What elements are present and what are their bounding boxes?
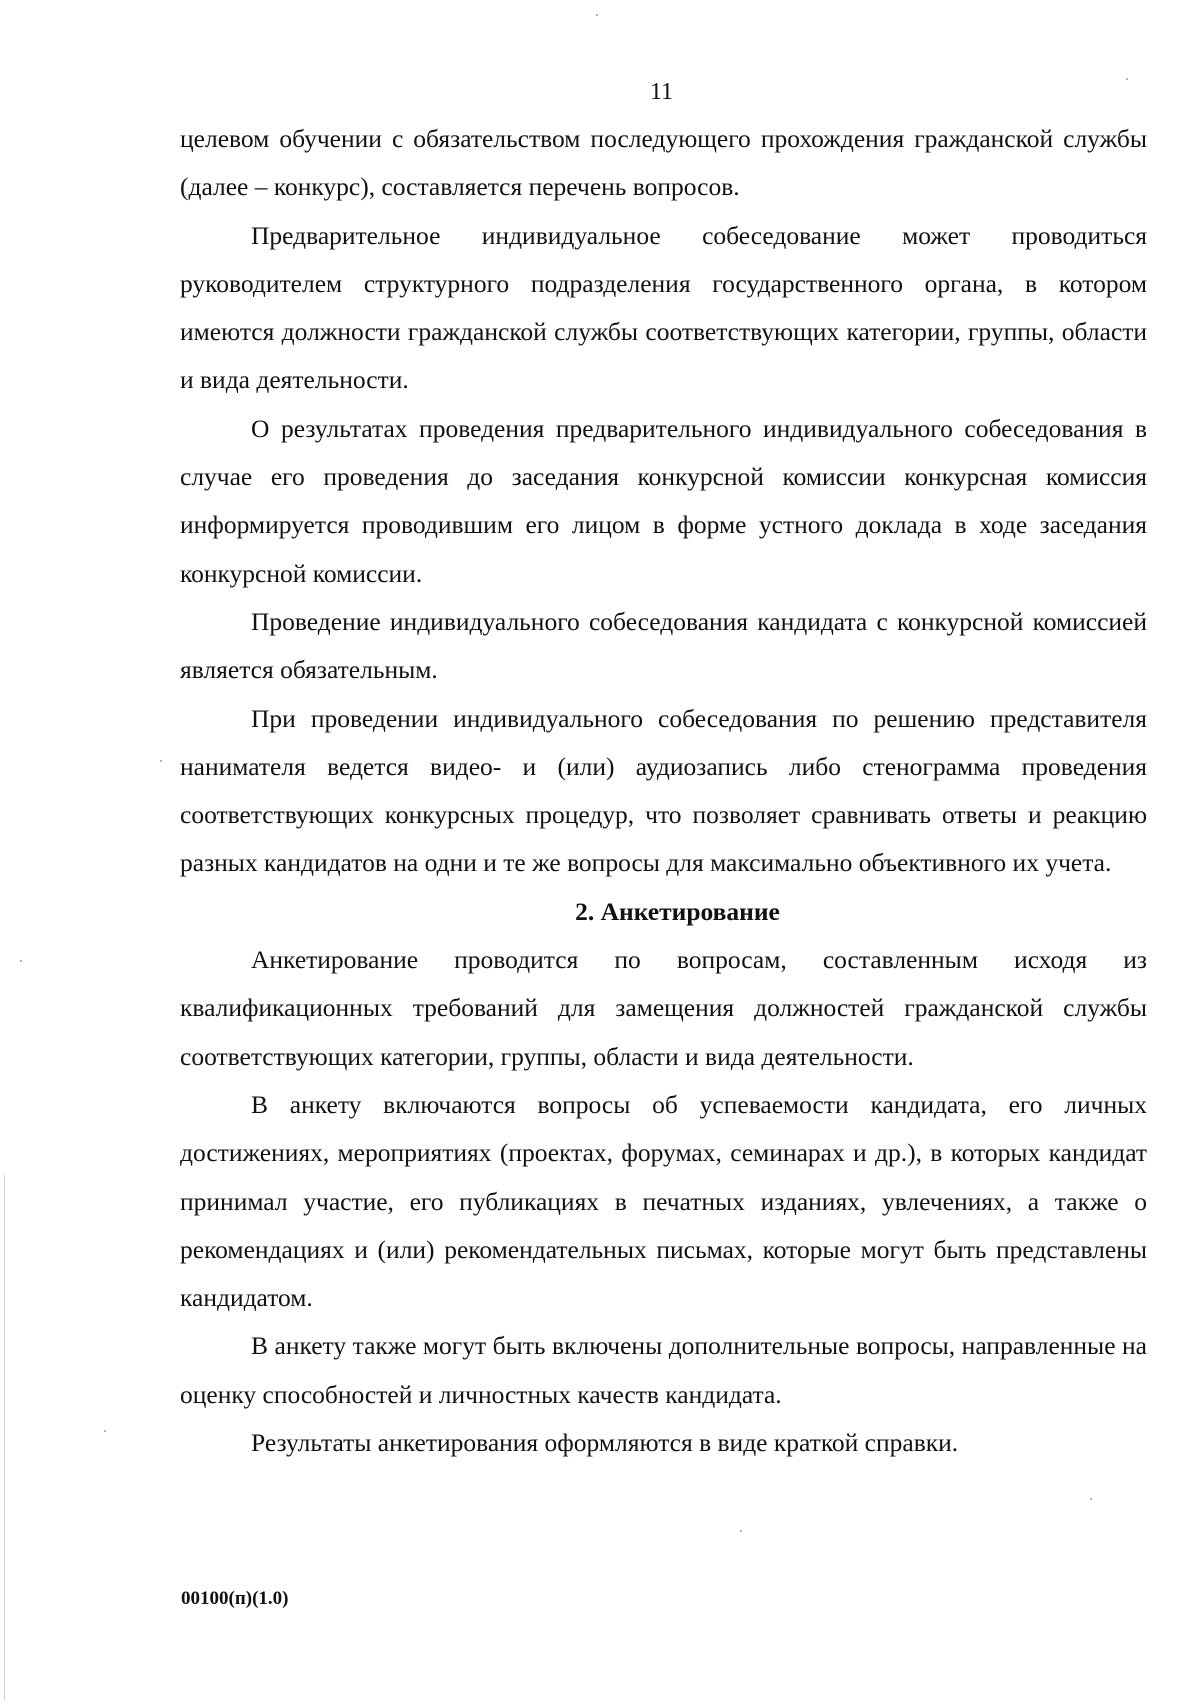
scan-speck [160, 760, 162, 762]
scan-speck [104, 1430, 106, 1432]
section-heading: 2. Анкетирование [575, 896, 780, 926]
paragraph: Предварительное индивидуальное собеседование может проводиться руководителем структурного подразделения государственного органа, в котором имеются должности гражданской службы соответствующих категории, группы, области и вида деятельности. [180, 220, 1147, 395]
paragraph: При проведении индивидуального собеседования по решению представителя нанимателя ведется видео- и (или) аудиозапись либо стенограмма проведения соответствующих конкурсных процедур, что позволяет сравнивать ответы и реакцию разных кандидатов на одни и те же вопросы для максимально объективного их учета. [180, 703, 1147, 878]
paragraph: Анкетирование проводится по вопросам, составленным исходя из квалификационных требований для замещения должностей гражданской службы соответствующих категории, группы, области и вида деятельности. [180, 945, 1147, 1071]
document-code: 00100(п)(1.0) [181, 1588, 289, 1609]
scan-speck [740, 1530, 742, 1532]
paragraph: В анкету включаются вопросы об успеваемости кандидата, его личных достижениях, мероприятиях (проектах, форумах, семинарах и др.), в которых кандидат принимал участие, его публикациях в печатных изданиях, увлечениях, а также о рекомендациях и (или) рекомендательных письмах, которые могут быть представлены кандидатом. [180, 1089, 1147, 1313]
paragraph: О результатах проведения предварительного индивидуального собеседования в случае его проведения до заседания конкурсной комиссии конкурсная комиссия информируется проводившим его лицом в форме устного доклада в ходе заседания конкурсной комиссии. [180, 413, 1147, 588]
scan-speck [20, 960, 22, 962]
scan-speck [596, 14, 598, 16]
scan-speck [1090, 1498, 1092, 1500]
paragraph: Результаты анкетирования оформляются в виде краткой справки. [251, 1428, 959, 1458]
paragraph: Проведение индивидуального собеседования кандидата с конкурсной комиссией является обязательным. [180, 606, 1147, 685]
scan-edge-line [4, 1175, 5, 1700]
paragraph-continuation: целевом обучении с обязательством последующего прохождения гражданской службы (далее – конкурс), составляется перечень вопросов. [180, 124, 1147, 202]
body-text [180, 115, 1147, 1467]
paragraph: В анкету также могут быть включены дополнительные вопросы, направленные на оценку способностей и личностных качеств кандидата. [180, 1331, 1147, 1409]
page-number: 11 [649, 79, 674, 105]
